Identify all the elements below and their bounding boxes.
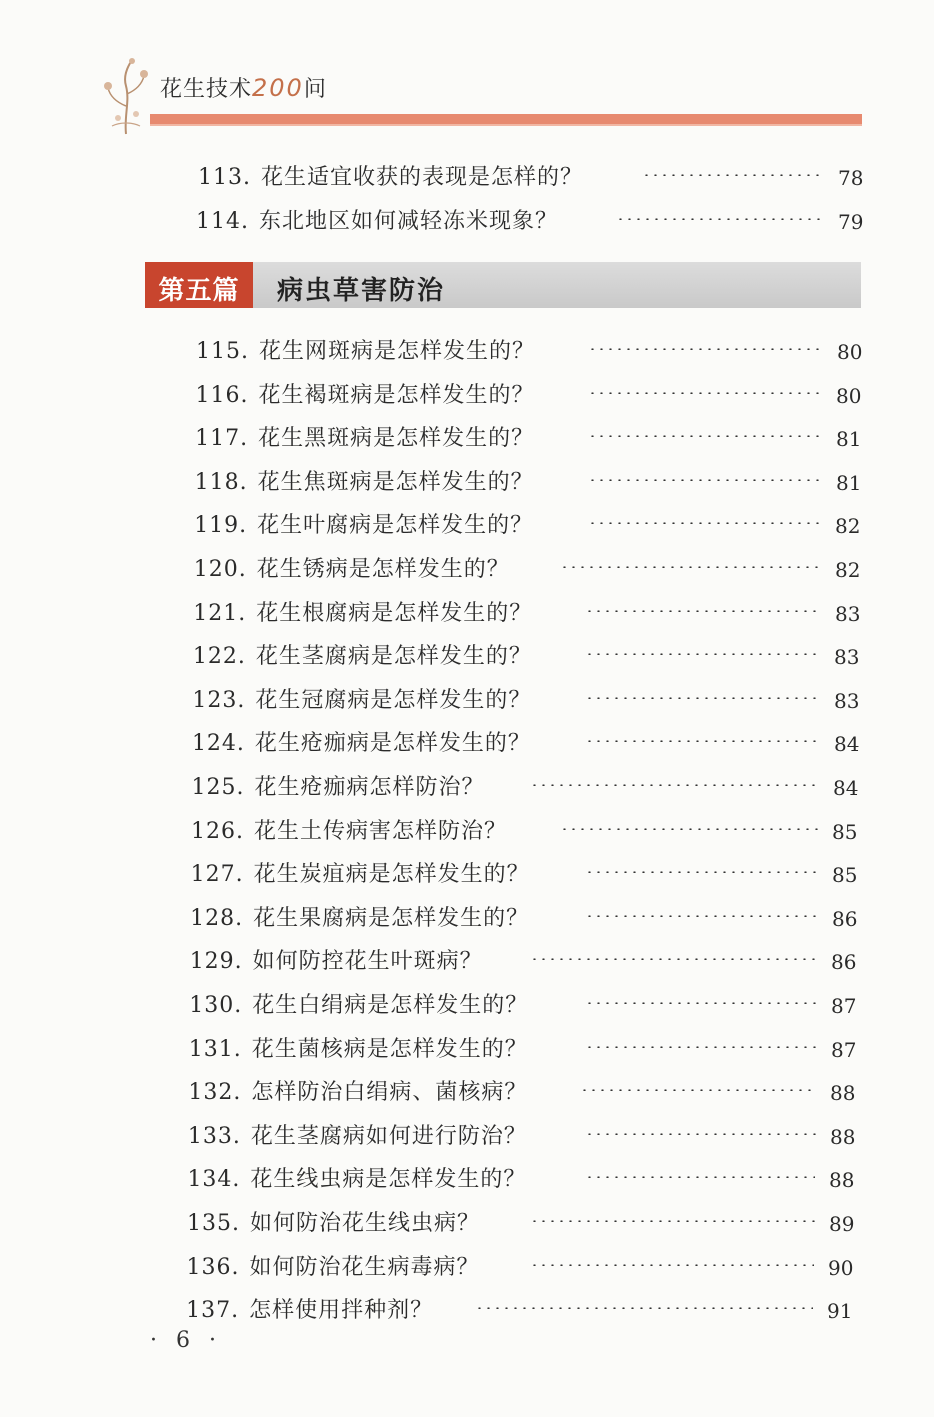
- toc-entry-title: 花生疮痂病是怎样发生的？: [254, 731, 531, 757]
- toc-leader-dots: [475, 1307, 813, 1309]
- toc-entry-number: 129.: [189, 949, 243, 975]
- toc-entry-number: 114.: [196, 209, 249, 234]
- toc-entry-page: 85: [832, 863, 858, 888]
- toc-entry-text: [192, 726, 531, 757]
- toc-entry-title: 花生土传病害怎样防治？: [254, 818, 508, 844]
- toc-leader-dots: [560, 828, 818, 830]
- toc-leader-dots: [585, 915, 818, 917]
- toc-entry-text: [193, 596, 532, 627]
- toc-entry[interactable]: [0, 334, 934, 374]
- toc-entry-page: 86: [831, 950, 857, 975]
- toc-entry-text: [191, 857, 530, 888]
- toc-entry-title: 如何防控花生叶斑病？: [252, 949, 483, 975]
- toc-entry-number: 118.: [194, 469, 248, 495]
- toc-entry-page: 89: [829, 1212, 855, 1236]
- toc-entry-page: 78: [838, 166, 864, 190]
- toc-entry-page: 81: [836, 427, 862, 452]
- toc-entry[interactable]: [0, 1119, 934, 1159]
- toc-leader-dots: [585, 740, 820, 742]
- toc-entry-text: [188, 1075, 527, 1106]
- toc-entry-title: 怎样使用拌种剂？: [249, 1298, 434, 1324]
- page-number: · 6 ·: [150, 1328, 222, 1353]
- toc-entry-number: 113.: [198, 165, 251, 190]
- toc-entry-number: 137.: [186, 1298, 240, 1324]
- section-banner: [145, 262, 861, 308]
- toc-leader-dots: [588, 435, 822, 437]
- toc-entry[interactable]: [0, 552, 934, 592]
- book-title-suffix: 问: [303, 77, 327, 102]
- toc-entry-number: 133.: [187, 1123, 241, 1149]
- toc-entry-page: 84: [833, 776, 859, 800]
- toc-entry-title: 怎样防治白绢病、菌核病？: [251, 1080, 528, 1106]
- toc-entry-number: 125.: [191, 775, 245, 800]
- toc-leader-dots: [585, 610, 821, 612]
- toc-entry-page: 87: [831, 994, 857, 1018]
- toc-entry-text: [188, 1119, 527, 1150]
- toc-entry-text: [190, 944, 483, 975]
- toc-entry-number: 135.: [187, 1211, 240, 1236]
- toc-entry[interactable]: [0, 421, 934, 461]
- toc-entry-text: [190, 901, 529, 932]
- toc-entry-page: 82: [835, 558, 861, 582]
- toc-leader-dots: [588, 522, 821, 524]
- toc-entry[interactable]: [0, 901, 934, 941]
- toc-entry-text: [191, 814, 507, 845]
- toc-entry-number: 120.: [193, 557, 247, 582]
- toc-entry-number: 131.: [188, 1036, 242, 1062]
- toc-leader-dots: [530, 1264, 814, 1266]
- toc-entry-title: 花生网斑病是怎样发生的？: [258, 339, 535, 364]
- toc-entry[interactable]: [0, 1206, 934, 1246]
- toc-entry-number: 117.: [195, 426, 249, 452]
- toc-leader-dots: [580, 1089, 816, 1091]
- toc-entry-number: 121.: [193, 600, 247, 626]
- toc-entry-page: 83: [835, 601, 861, 626]
- toc-entry-number: 126.: [191, 818, 245, 844]
- toc-leader-dots: [588, 348, 823, 350]
- toc-leader-dots: [588, 392, 822, 394]
- toc-entry[interactable]: [0, 596, 934, 636]
- toc-entry[interactable]: [0, 944, 934, 984]
- toc-entry-title: 花生冠腐病是怎样发生的？: [255, 687, 532, 713]
- toc-entry-text: [192, 683, 531, 714]
- toc-entry-number: 119.: [194, 513, 248, 539]
- toc-entry-number: 115.: [196, 339, 249, 364]
- toc-entry-page: 83: [834, 688, 860, 713]
- header-rule: [150, 114, 862, 124]
- toc-entry[interactable]: [0, 988, 934, 1028]
- toc-entry-page: 87: [831, 1037, 857, 1062]
- toc-entry-title: 如何防治花生病毒病？: [249, 1254, 480, 1280]
- toc-entry-text: [187, 1162, 526, 1193]
- toc-entry-number: 132.: [188, 1080, 242, 1106]
- toc-leader-dots: [616, 218, 824, 220]
- toc-entry[interactable]: [0, 857, 934, 897]
- toc-entry-text: [194, 552, 510, 583]
- header-rule-shadow: [150, 124, 862, 126]
- toc-leader-dots: [585, 697, 820, 699]
- toc-entry-page: 85: [832, 819, 858, 844]
- toc-entry[interactable]: [0, 465, 934, 505]
- toc-entry-text: [187, 1250, 480, 1281]
- toc-leader-dots: [588, 479, 822, 481]
- section-badge: [145, 262, 253, 308]
- book-title: [160, 72, 327, 103]
- toc-entry-text: [196, 204, 558, 235]
- toc-entry-page: 90: [828, 1255, 854, 1280]
- running-header: [0, 0, 934, 140]
- toc-entry-text: [192, 770, 485, 801]
- toc-entry-title: 花生叶腐病是怎样发生的？: [257, 513, 534, 539]
- toc-entry-title: 花生果腐病是怎样发生的？: [253, 905, 530, 931]
- toc-entry[interactable]: [0, 378, 934, 418]
- toc-entry-page: 88: [830, 1124, 856, 1149]
- toc-entry-page: 79: [838, 210, 864, 234]
- toc-entry-title: 花生茎腐病是怎样发生的？: [255, 644, 532, 670]
- toc-entry-number: 116.: [195, 382, 249, 408]
- toc-entry-title: 花生锈病是怎样发生的？: [256, 557, 510, 582]
- toc-leader-dots: [585, 1176, 815, 1178]
- toc-entry-page: 84: [834, 732, 860, 757]
- toc-leader-dots: [560, 566, 821, 568]
- toc-entry[interactable]: [0, 726, 934, 766]
- toc-entry-text: [194, 508, 533, 539]
- toc-entry-title: 花生黑斑病是怎样发生的？: [258, 426, 535, 452]
- toc-entry[interactable]: [0, 1293, 934, 1333]
- toc-entry-page: 80: [836, 383, 862, 408]
- toc-entry-text: [186, 1293, 433, 1324]
- toc-entry[interactable]: [0, 1032, 934, 1072]
- toc-entry-text: [195, 421, 534, 452]
- toc-leader-dots: [585, 1002, 817, 1004]
- toc-entry-text: [189, 1032, 528, 1063]
- toc-entry-number: 123.: [192, 687, 246, 713]
- toc-entry-page: 81: [836, 470, 862, 495]
- toc-entry[interactable]: [0, 160, 934, 200]
- toc-entry-page: 86: [832, 906, 858, 931]
- toc-leader-dots: [530, 784, 819, 786]
- toc-entry-text: [196, 378, 535, 409]
- toc-entry[interactable]: [0, 508, 934, 548]
- toc-leader-dots: [585, 1133, 816, 1135]
- toc-entry-title: 如何防治花生线虫病？: [249, 1211, 480, 1236]
- toc-leader-dots: [642, 174, 824, 176]
- toc-entry-page: 83: [834, 645, 860, 670]
- book-title-prefix: 花生技术: [160, 77, 253, 102]
- toc-entry-title: 花生褐斑病是怎样发生的？: [258, 382, 535, 408]
- toc-entry-title: 花生茎腐病如何进行防治？: [250, 1123, 527, 1149]
- toc-leader-dots: [585, 1046, 817, 1048]
- toc-entry[interactable]: [0, 639, 934, 679]
- toc-entry-title: 花生适宜收获的表现是怎样的？: [260, 165, 583, 190]
- section-title: 病虫草害防治: [277, 276, 446, 306]
- toc-entry-text: [193, 639, 532, 670]
- toc-entry-page: 82: [835, 514, 861, 539]
- toc-entry-number: 134.: [187, 1167, 241, 1193]
- toc-leader-dots: [585, 653, 820, 655]
- toc-entry-title: 花生线虫病是怎样发生的？: [250, 1167, 527, 1193]
- section-badge-label: 第五篇: [158, 276, 240, 306]
- toc-entry-title: 花生疮痂病怎样防治？: [254, 775, 485, 800]
- toc-entry[interactable]: [0, 1075, 934, 1115]
- toc-entry-text: [196, 334, 535, 365]
- toc-entry[interactable]: [0, 683, 934, 723]
- toc-entry[interactable]: [0, 770, 934, 810]
- book-title-number: 200: [252, 74, 304, 102]
- toc-entry-page: 88: [830, 1081, 856, 1106]
- toc-entry-title: 花生菌核病是怎样发生的？: [251, 1036, 528, 1062]
- toc-entry-page: 80: [837, 340, 863, 364]
- toc-entry-title: 花生焦斑病是怎样发生的？: [257, 469, 534, 495]
- toc-entry-number: 128.: [190, 905, 244, 931]
- toc-leader-dots: [530, 958, 817, 960]
- toc-entry-page: 91: [827, 1299, 853, 1324]
- toc-entry-number: 130.: [189, 993, 243, 1018]
- toc-entry-number: 122.: [192, 644, 246, 670]
- toc-entry-text: [195, 465, 534, 496]
- toc-entry-title: 花生根腐病是怎样发生的？: [256, 600, 533, 626]
- toc-entry-title: 东北地区如何减轻冻米现象？: [258, 209, 558, 234]
- toc-leader-dots: [585, 871, 818, 873]
- toc-entry-text: [187, 1206, 480, 1237]
- toc-entry-number: 136.: [186, 1254, 240, 1280]
- toc-leader-dots: [530, 1220, 815, 1222]
- toc-entry-title: 花生炭疽病是怎样发生的？: [253, 862, 530, 888]
- floral-ornament-icon: [96, 56, 156, 136]
- toc-entry-title: 花生白绢病是怎样发生的？: [252, 993, 529, 1018]
- toc-entry-number: 127.: [190, 862, 244, 888]
- toc-entry[interactable]: [0, 1162, 934, 1202]
- toc-entry[interactable]: [0, 204, 934, 244]
- toc-entry-page: 88: [829, 1168, 855, 1193]
- toc-entry-text: [198, 160, 583, 191]
- toc-entry-number: 124.: [191, 731, 245, 757]
- toc-entry-text: [189, 988, 528, 1019]
- toc-entry[interactable]: [0, 814, 934, 854]
- toc-entry[interactable]: [0, 1250, 934, 1290]
